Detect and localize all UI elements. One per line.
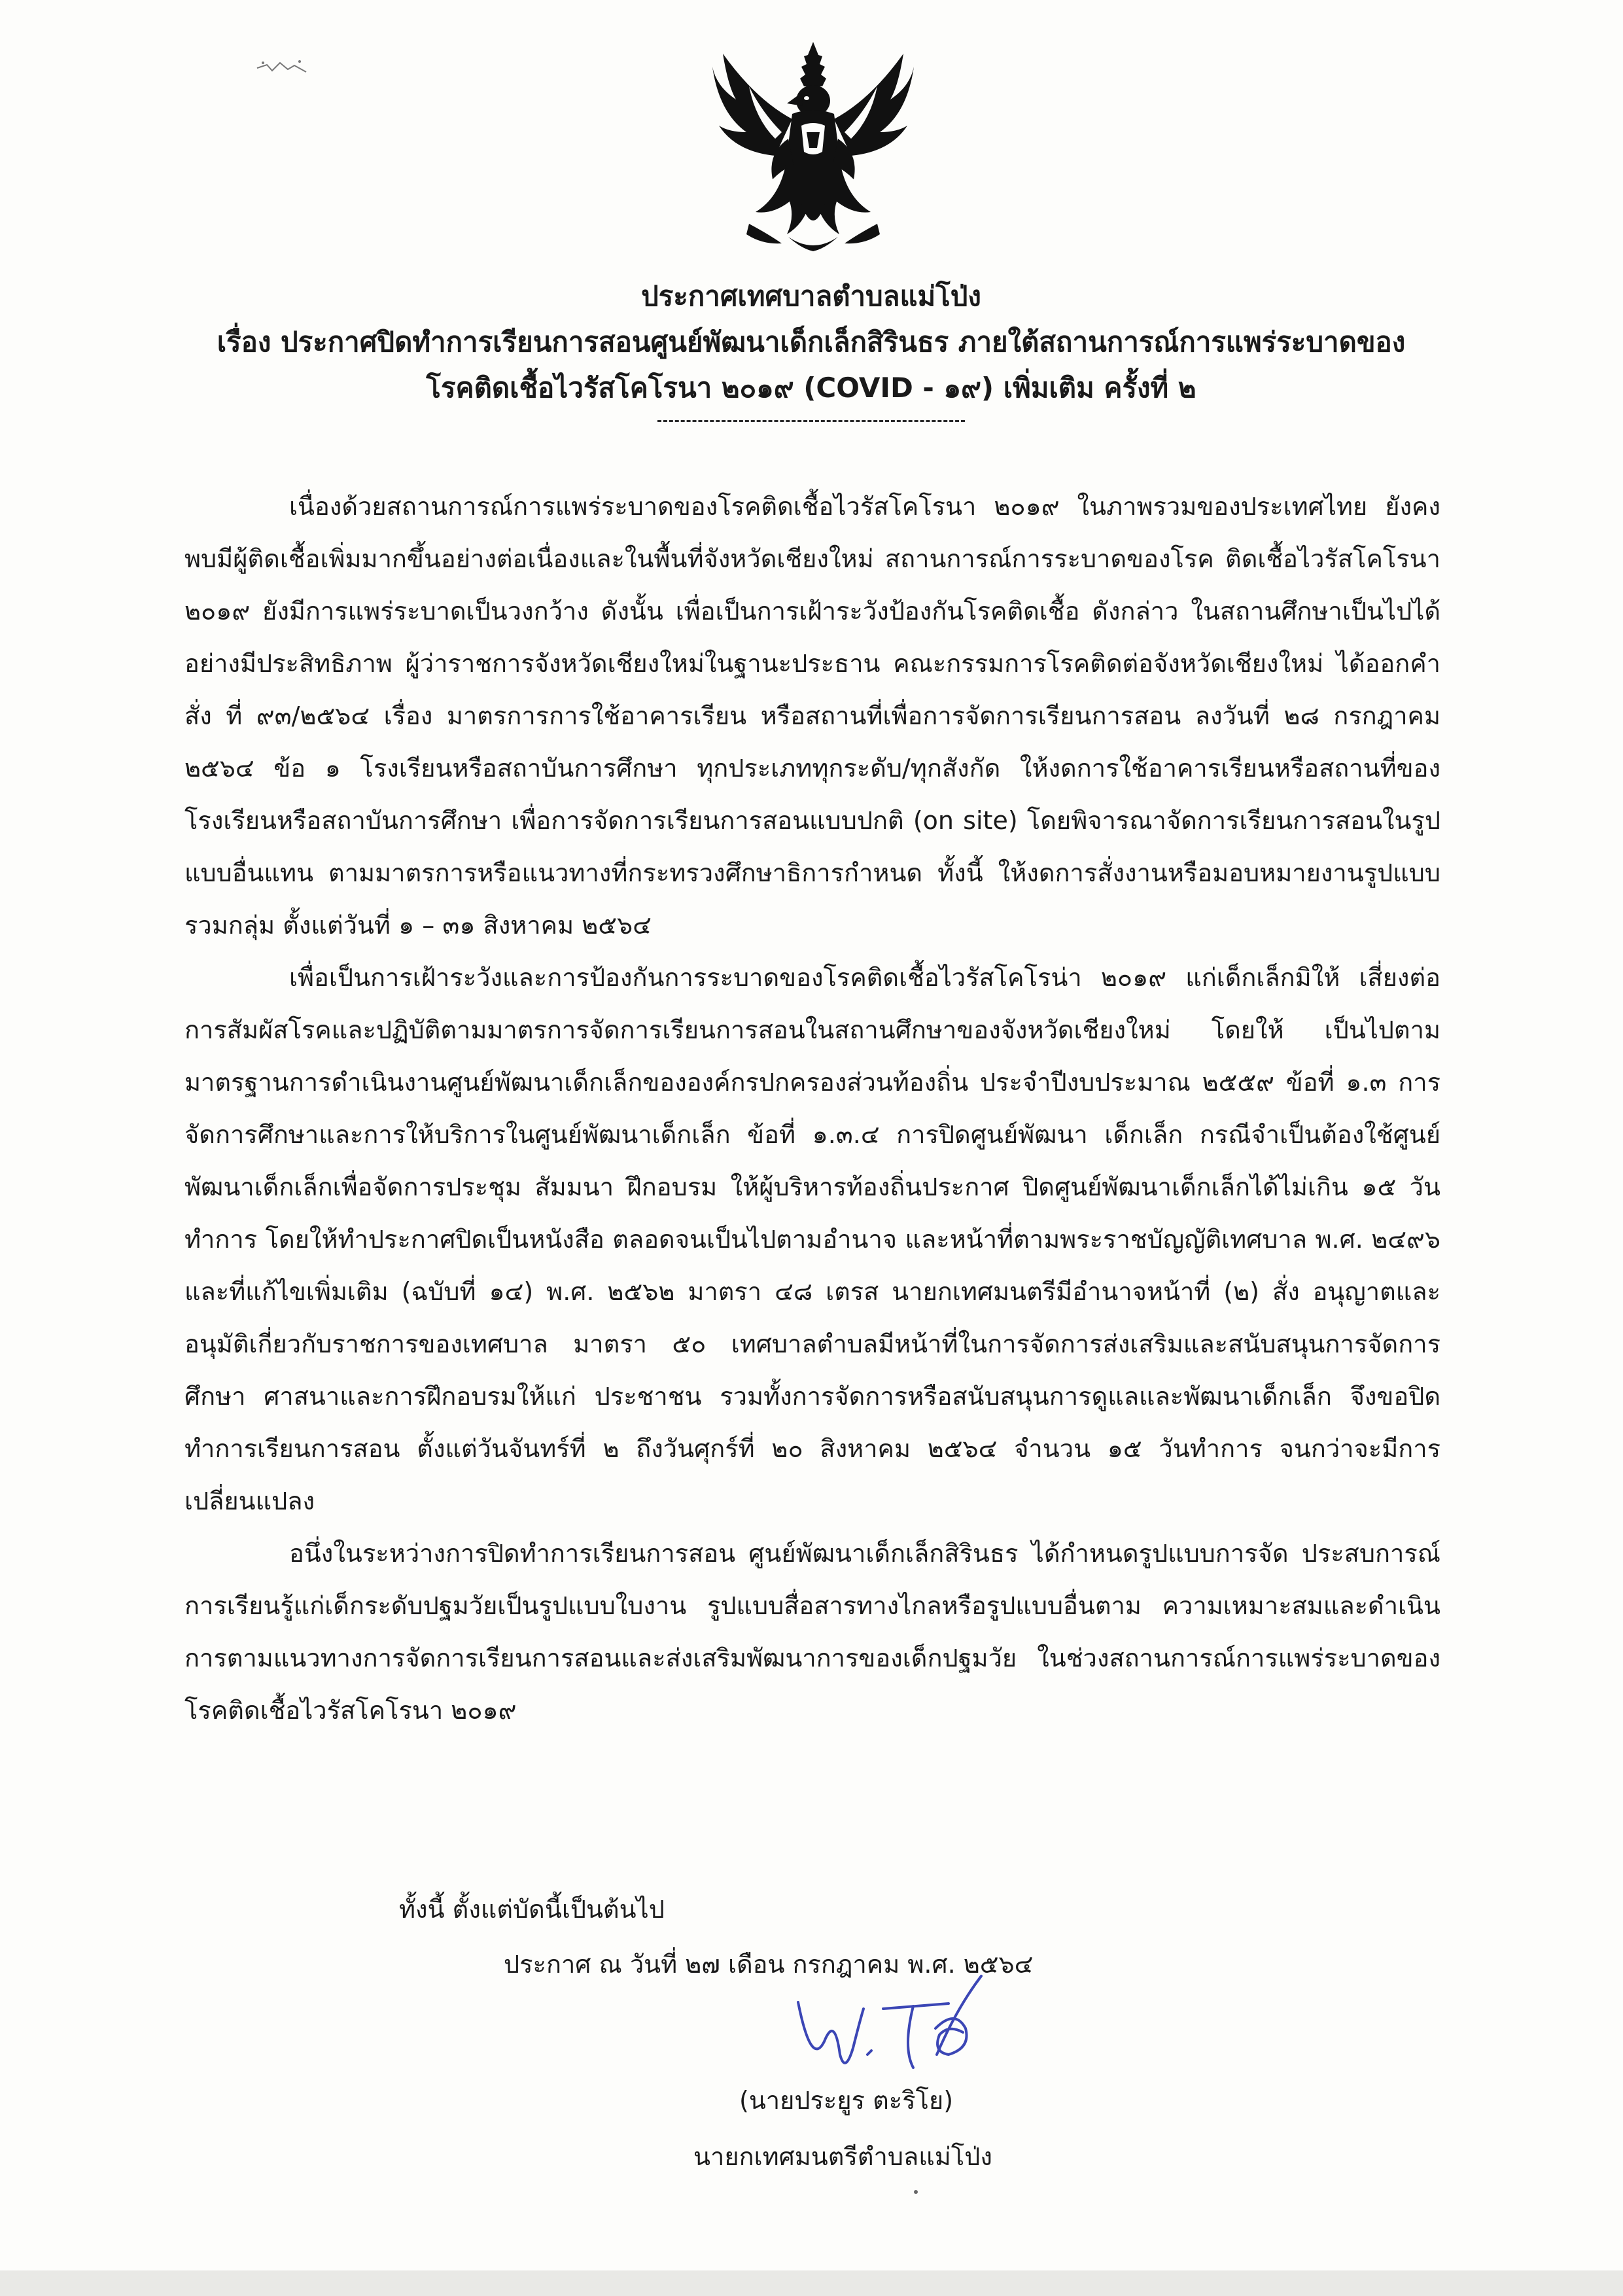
body-paragraph-2: เพื่อเป็นการเฝ้าระวังและการป้องกันการระบาดของโรคติดเชื้อไวรัสโคโรน่า ๒๐๑๙ แก่เด็กเล็กมิให้ เสี่ยงต่อการสัมผัสโรคและปฏิบัติตามมาตรการจัดการเรียนการสอนในสถานศึกษาของจังหวัดเชียงใหม่ โดยให้ เป็นไปตามมาตรฐานการดำเนินงานศูนย์พัฒนาเด็กเล็กขององค์กรปกครองส่วนท้องถิ่น ประจำปีงบประมาณ ๒๕๕๙ ข้อที่ ๑.๓ การจัดการศึกษาและการให้บริการในศูนย์พัฒนาเด็กเล็ก ข้อที่ ๑.๓.๔ การปิดศูนย์พัฒนา เด็กเล็ก กรณีจำเป็นต้องใช้ศูนย์พัฒนาเด็กเล็กเพื่อจัดการประชุม สัมมนา ฝึกอบรม ให้ผู้บริหารท้องถิ่นประกาศ ปิดศูนย์พัฒนาเด็กเล็กได้ไม่เกิน ๑๕ วันทำการ โดยให้ทำประกาศปิดเป็นหนังสือ ตลอดจนเป็นไปตามอำนาจ และหน้าที่ตามพระราชบัญญัติเทศบาล พ.ศ. ๒๔๙๖ และที่แก้ไขเพิ่มเติม (ฉบับที่ ๑๔) พ.ศ. ๒๕๖๒ มาตรา ๔๘ เตรส นายกเทศมนตรีมีอำนาจหน้าที่ (๒) สั่ง อนุญาตและอนุมัติเกี่ยวกับราชการของเทศบาล มาตรา ๕๐ เทศบาลตำบลมีหน้าที่ในการจัดการส่งเสริมและสนับสนุนการจัดการศึกษา ศาสนาและการฝึกอบรมให้แก่ ประชาชน รวมทั้งการจัดการหรือสนับสนุนการดูแลและพัฒนาเด็กเล็ก จึงขอปิดทำการเรียนการสอน ตั้งแต่วันจันทร์ที่ ๒ ถึงวันศุกร์ที่ ๒๐ สิงหาคม ๒๕๖๔ จำนวน ๑๕ วันทำการ จนกว่าจะมีการเปลี่ยนแปลง <box>184 963 1440 1515</box>
body-paragraph-3: อนึ่งในระหว่างการปิดทำการเรียนการสอน ศูนย์พัฒนาเด็กเล็กสิรินธร ได้กำหนดรูปแบบการจัด ประสบการณ์การเรียนรู้แก่เด็กระดับปฐมวัยเป็นรูปแบบใบงาน รูปแบบสื่อสารทางไกลหรือรูปแบบอื่นตาม ความเหมาะสมและดำเนินการตามแนวทางการจัดการเรียนการสอนและส่งเสริมพัฒนาการของเด็กปฐมวัย ในช่วงสถานการณ์การแพร่ระบาดของโรคติดเชื้อไวรัสโคโรนา ๒๐๑๙ <box>184 1539 1440 1725</box>
body-paragraph-1: เนื่องด้วยสถานการณ์การแพร่ระบาดของโรคติดเชื้อไวรัสโคโรนา ๒๐๑๙ ในภาพรวมของประเทศไทย ยังคงพบมีผู้ติดเชื้อเพิ่มมากขึ้นอย่างต่อเนื่องและในพื้นที่จังหวัดเชียงใหม่ สถานการณ์การระบาดของโรค ติดเชื้อไวรัสโคโรนา ๒๐๑๙ ยังมีการแพร่ระบาดเป็นวงกว้าง ดังนั้น เพื่อเป็นการเฝ้าระวังป้องกันโรคติดเชื้อ ดังกล่าว ในสถานศึกษาเป็นไปได้อย่างมีประสิทธิภาพ ผู้ว่าราชการจังหวัดเชียงใหม่ในฐานะประธาน คณะกรรมการโรคติดต่อจังหวัดเชียงใหม่ ได้ออกคำสั่ง ที่ ๙๓/๒๕๖๔ เรื่อง มาตรการการใช้อาคารเรียน หรือสถานที่เพื่อการจัดการเรียนการสอน ลงวันที่ ๒๘ กรกฎาคม ๒๕๖๔ ข้อ ๑ โรงเรียนหรือสถาบันการศึกษา ทุกประเภททุกระดับ/ทุกสังกัด ให้งดการใช้อาคารเรียนหรือสถานที่ของโรงเรียนหรือสถาบันการศึกษา เพื่อการจัดการเรียนการสอนแบบปกติ (on site) โดยพิจารณาจัดการเรียนการสอนในรูปแบบอื่นแทน ตามมาตรการหรือแนวทางที่กระทรวงศึกษาธิการกำหนด ทั้งนี้ ให้งดการสั่งงานหรือมอบหมายงานรูปแบบ รวมกลุ่ม ตั้งแต่วันที่ ๑ – ๓๑ สิงหาคม ๒๕๖๔ <box>184 492 1440 940</box>
announcement-body <box>184 480 1440 1737</box>
header-divider <box>657 420 965 422</box>
handwritten-signature-icon <box>785 1969 1021 2081</box>
issuer-title: ประกาศเทศบาลตำบลแม่โป่ง <box>641 280 981 312</box>
scan-dot-icon <box>913 2189 919 2195</box>
effective-statement: ทั้งนี้ ตั้งแต่บัดนี้เป็นต้นไป <box>399 1895 665 1924</box>
announcement-header <box>170 274 1452 422</box>
subject-line-continued: โรคติดเชื้อไวรัสโคโรนา ๒๐๑๙ (COVID - ๑๙) เพิ่มเติม ครั้งที่ ๒ <box>426 372 1196 404</box>
garuda-emblem-icon <box>710 41 916 256</box>
announcement-date: ประกาศ ณ วันที่ ๒๗ เดือน กรกฎาคม พ.ศ. ๒๕๖๔ <box>504 1950 1034 1979</box>
scan-bottom-edge <box>0 2270 1623 2296</box>
signer-position: นายกเทศมนตรีตำบลแม่โป่ง <box>693 2142 992 2171</box>
subject-line: เรื่อง ประกาศปิดทำการเรียนการสอนศูนย์พัฒนาเด็กเล็กสิรินธร ภายใต้สถานการณ์การแพร่ระบาดของ <box>217 326 1406 358</box>
signer-name: (นายประยูร ตะริโย) <box>739 2086 954 2115</box>
scan-speck-icon <box>254 55 313 81</box>
